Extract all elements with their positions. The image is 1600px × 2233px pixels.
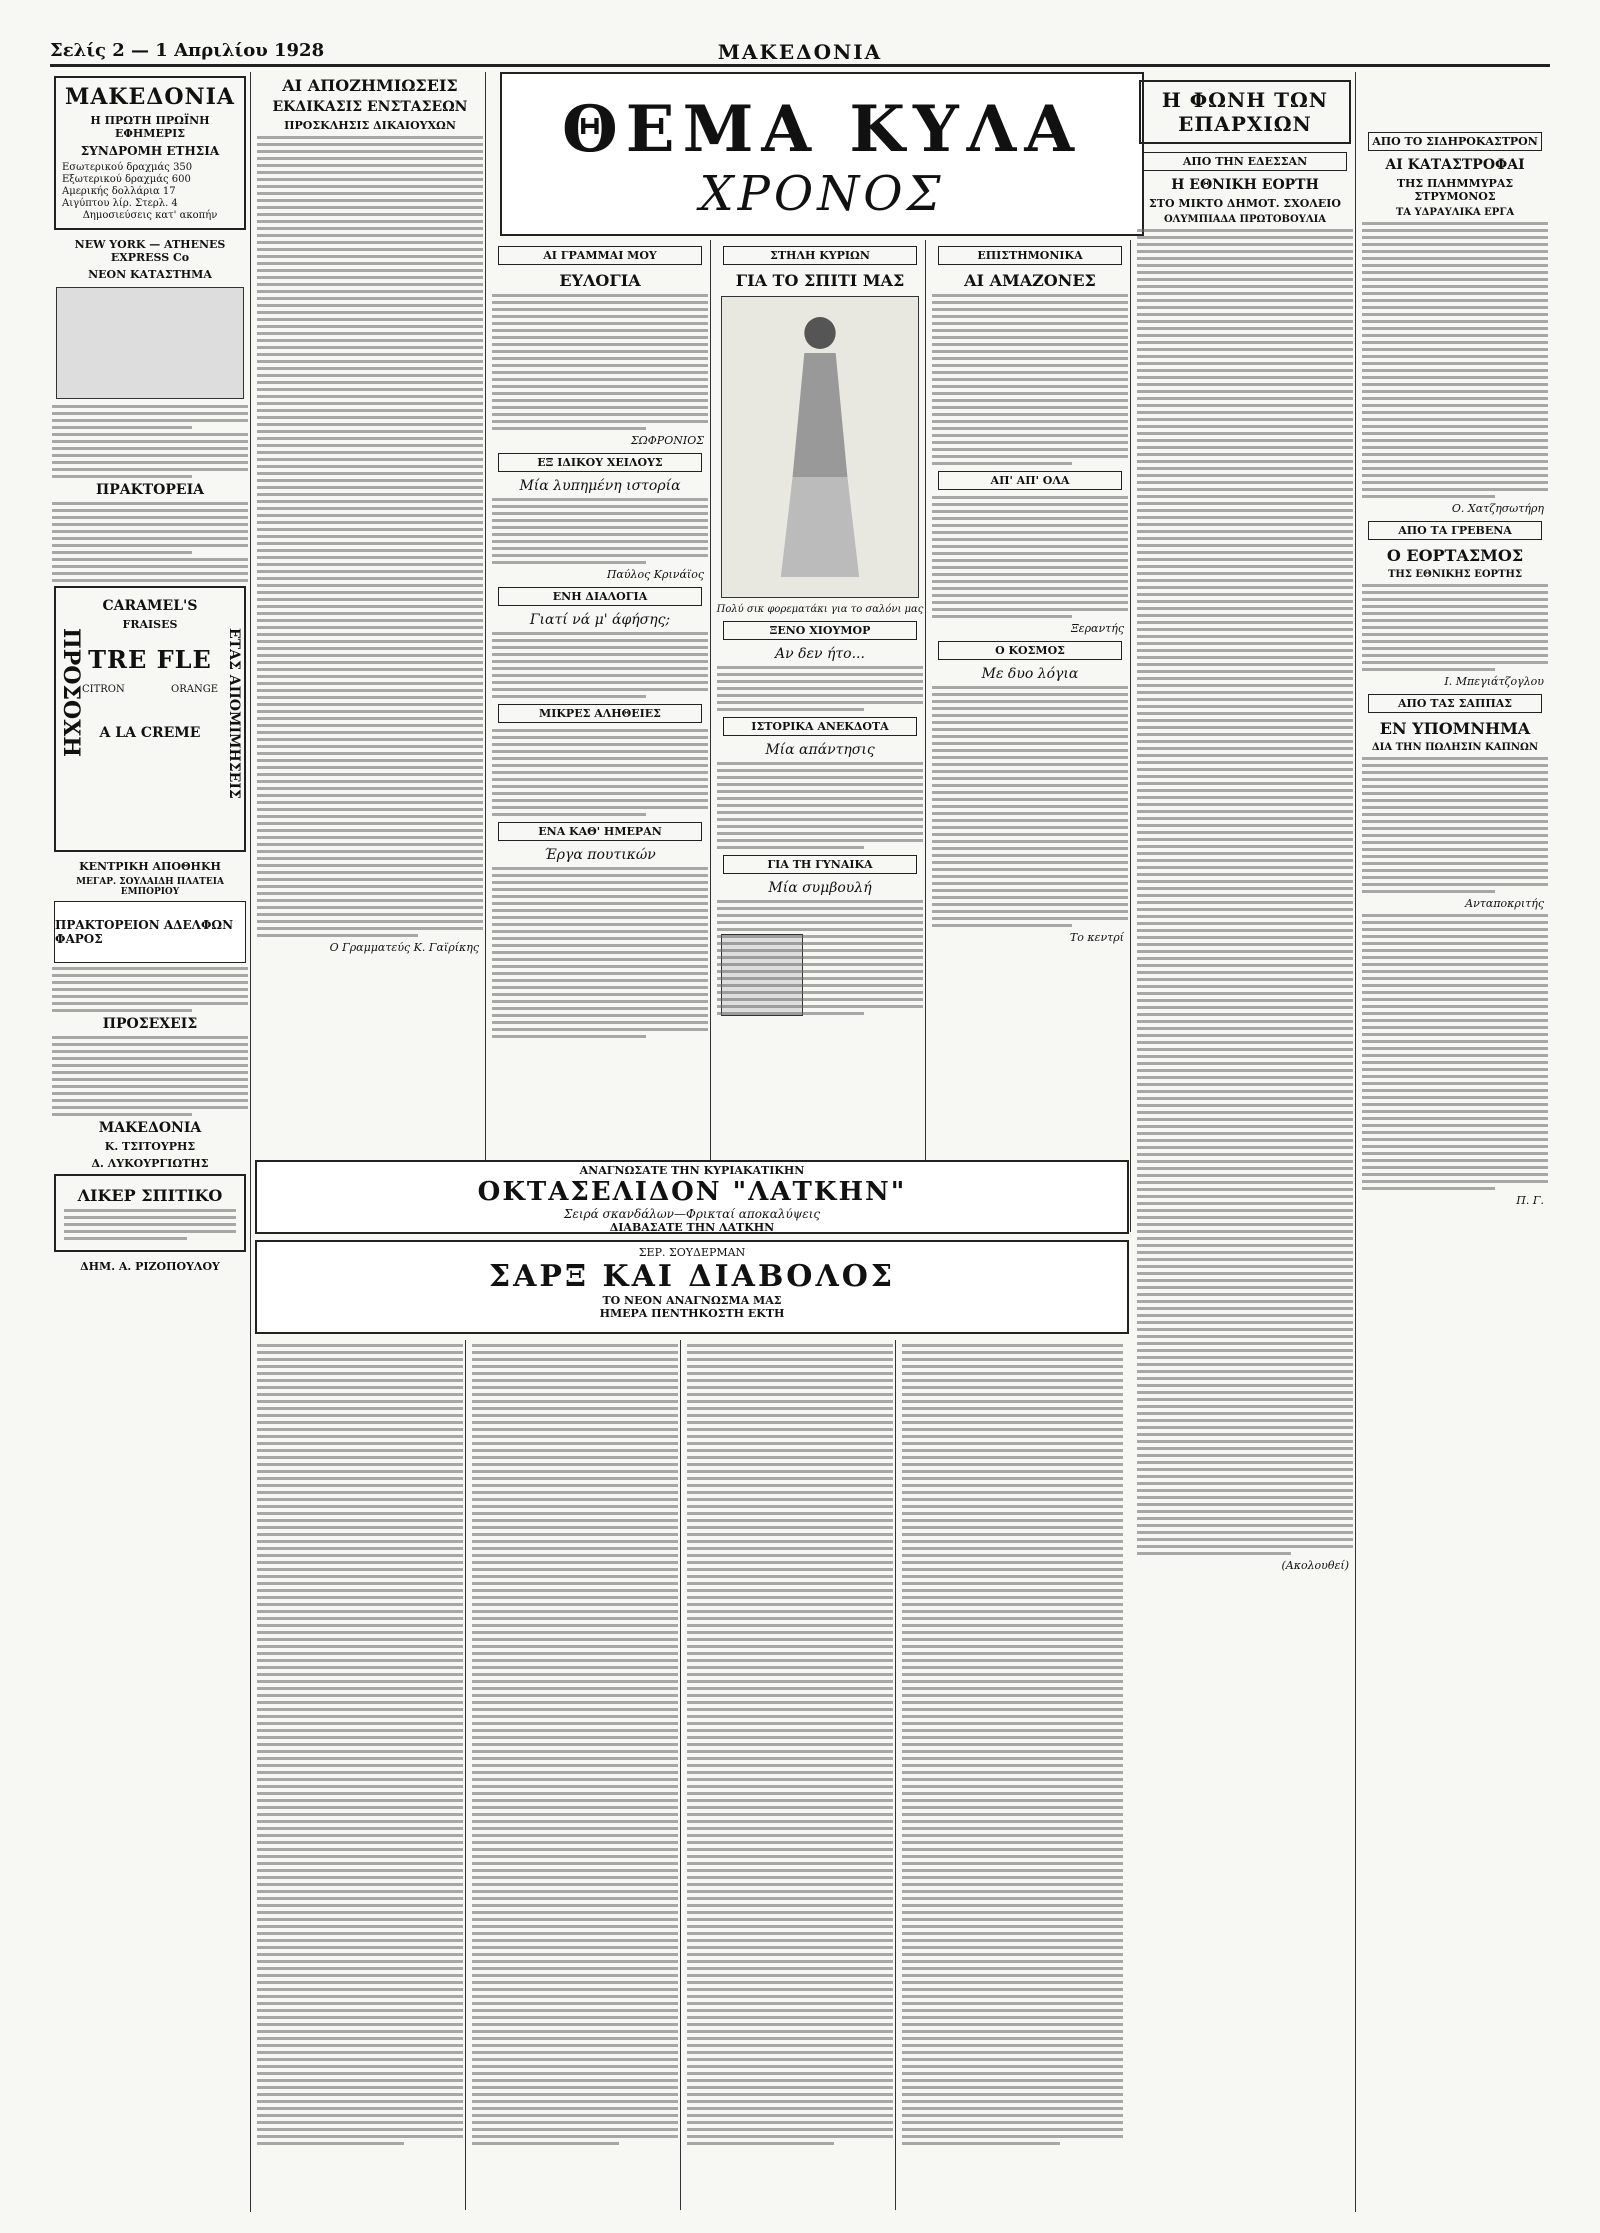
memorandum-title: ΕΝ ΥΠΟΜΝΗΜΑ: [1379, 719, 1531, 738]
central-warehouse-sub: ΜΕΓΑΡ. ΣΟΥΛΑΙΔΗ ΠΛΑΤΕΙΑ ΕΜΠΟΡΙΟΥ: [76, 877, 224, 897]
banner-title: ΘΕΜΑ ΚΥΛΑ: [562, 92, 1082, 167]
compensation-text: [255, 136, 485, 937]
compensation-subtitle-2: ΠΡΟΣΚΛΗΣΙΣ ΔΙΚΑΙΟΥΧΩΝ: [284, 119, 456, 132]
compensation-subtitle: ΕΚΔΙΚΑΣΙΣ ΕΝΣΤΑΣΕΩΝ: [272, 99, 468, 115]
celebration-title: Ο ΕΟΡΤΑΣΜΟΣ: [1386, 546, 1524, 565]
woman-portrait: [721, 934, 803, 1016]
sub-line-1: Εσωτερικού δραχμάς 350: [62, 162, 193, 173]
subscription-heading: ΣΥΝΔΡΟΜΗ ΕΤΗΣΙΑ: [80, 144, 220, 158]
lips-section: ΕΞ ΙΔΙΚΟΥ ΧΕΙΛΟΥΣ: [498, 453, 702, 472]
eulogy-title: ΕΥΛΟΓΙΑ: [559, 271, 641, 290]
why-leave-title: Γιατί νά μ' άφήσης;: [529, 612, 671, 628]
continued-note: (Ακολουθεί): [1281, 1559, 1349, 1572]
sub-line-4: Αιγύπτου λίρ. Στερλ. 4: [62, 198, 178, 209]
sad-story-title: Μία λυπημένη ιστορία: [519, 478, 681, 494]
from-all-section: ΑΠ' ΑΠ' ΟΛΑ: [938, 471, 1122, 490]
compensation-signature: Ο Γραμματεύς Κ. Γαϊρίκης: [329, 941, 479, 954]
compensation-title: ΑΙ ΑΠΟΖΗΜΙΩΣΕΙΣ: [282, 76, 458, 95]
express-text: [50, 405, 250, 478]
agencies-heading: ΠΡΑΚΤΟΡΕΙΑ: [95, 482, 204, 498]
provinces-title-box: [1139, 80, 1351, 144]
subscription-box: [54, 76, 246, 230]
sidirokastro-section: ΑΠΟ ΤΟ ΣΙΔΗΡΟΚΑΣΤΡΟΝ: [1368, 132, 1542, 151]
daily-section: ΕΝΑ ΚΑΘ' ΗΜΕΡΑΝ: [498, 822, 702, 841]
amazons-title: ΑΙ ΑΜΑΖΟΝΕΣ: [964, 271, 1096, 290]
orange-label: ORANGE: [171, 684, 218, 695]
serial-subtitle: ΤΟ ΝΕΟΝ ΑΝΑΓΝΩΣΜΑ ΜΑΣ: [602, 1294, 782, 1307]
final-signature: Π. Γ.: [1516, 1194, 1544, 1207]
stas-vertical: ΕΤΑΣ ΑΠΟΜΙΜΗΣΕΙΣ: [226, 628, 242, 799]
banner-subtitle: ΧΡΟΝΟΣ: [699, 166, 945, 222]
national-feast-subtitle: ΤΗΣ ΕΘΝΙΚΗΣ ΕΟΡΤΗΣ: [1387, 569, 1523, 580]
historical-section: ΙΣΤΟΡΙΚΑ ΑΝΕΚΔΟΤΑ: [723, 717, 917, 736]
serial-col-4: [900, 1340, 1125, 2210]
latkh-line-4: ΔΙΑΒΑΣΑΤΕ ΤΗΝ ΛΑΤΚΗΝ: [609, 1221, 775, 1234]
subscription-footer: Δημοσιεύσεις κατ' ακοπήν: [82, 210, 218, 221]
express-heading: NEW YORK — ATHENES EXPRESS Co: [74, 238, 226, 264]
letters-section: ΑΙ ΓΡΑΜΜΑΙ ΜΟΥ: [498, 246, 702, 265]
column-ads: [50, 72, 251, 2212]
promo-subtitle: Η ΠΡΩΤΗ ΠΡΩΪΝΗ ΕΦΗΜΕΡΙΣ: [90, 114, 210, 140]
decorative-banner: [500, 72, 1144, 236]
column-compensations: [255, 72, 486, 1232]
masthead-date: Σελίς 2 — 1 Απριλίου 1928: [50, 40, 325, 61]
latkh-line-2: ΟΚΤΑΣΕΛΙΔΟΝ "ΛΑΤΚΗΝ": [477, 1177, 907, 1207]
two-words-title: Με δυο λόγια: [981, 666, 1079, 682]
citron-label: CITRON: [82, 684, 125, 695]
liker-ad: [54, 1174, 246, 1252]
serial-heading: [255, 1240, 1129, 1334]
home-title: ΓΙΑ ΤΟ ΣΠΙΤΙ ΜΑΣ: [735, 271, 905, 290]
advice-title: Μία συμβουλή: [768, 880, 872, 896]
national-feast-title: Η ΕΘΝΙΚΗ ΕΟΡΤΗ: [1171, 177, 1319, 193]
column-provinces: [1135, 72, 1356, 2212]
liker-title: ΛΙΚΕΡ ΣΠΙΤΙΚΟ: [77, 1186, 223, 1205]
pharos-logo: ΠΡΑΚΤΟΡΕΙΟΝ ΑΔΕΛΦΩΝ ΦΑΡΟΣ: [54, 901, 246, 963]
central-warehouse: ΚΕΝΤΡΙΚΗ ΑΠΟΘΗΚΗ: [79, 860, 221, 873]
hydraulic-subtitle: ΤΑ ΥΔΡΑΥΛΙΚΑ ΕΡΓΑ: [1395, 207, 1515, 218]
column-ladies: [715, 240, 926, 1232]
science-section: ΕΠΙΣΤΗΜΟΝΙΚΑ: [938, 246, 1122, 265]
grevena-section: ΑΠΟ ΤΑ ΓΡΕΒΕΝΑ: [1368, 521, 1542, 540]
express-subheading: ΝΕΟΝ ΚΑΤΑΣΤΗΜΑ: [88, 268, 212, 281]
serial-author: ΣΕΡ. ΣΟΥΔΕΡΜΑΝ: [638, 1246, 746, 1259]
agencies-text: [50, 502, 250, 582]
sad-story-signature: Παύλος Κρινάϊος: [606, 568, 704, 581]
prosexeis-text: [50, 1036, 250, 1116]
ladies-section: ΣΤΗΛΗ ΚΥΡΙΩΝ: [723, 246, 917, 265]
trefle-label: TRE FLE: [88, 645, 212, 674]
sub-line-3: Αμερικής δολλάρια 17: [62, 186, 176, 197]
serial-col-1: [255, 1340, 466, 2210]
director-name: Δ. ΛΥΚΟΥΡΓΙΩΤΗΣ: [91, 1157, 209, 1170]
masthead-title: ΜΑΚΕΔΟΝΙΑ: [717, 40, 883, 64]
dress-figure-icon: [722, 297, 918, 597]
works-title: Έργα πουτικών: [544, 847, 656, 863]
latkh-line-1: ΑΝΑΓΝΩΣΑΤΕ ΤΗΝ ΚΥΡΙΑΚΑΤΙΚΗΝ: [579, 1164, 805, 1177]
fashion-illustration: [721, 296, 919, 598]
disasters-title: ΑΙ ΚΑΤΑΣΤΡΟΦΑΙ: [1385, 157, 1525, 173]
latkh-ad: [255, 1160, 1129, 1234]
prosochi-vertical: ΠΡΟΣΟΧΗ: [58, 628, 84, 758]
creme-label: A LA CREME: [99, 725, 201, 741]
serial-col-3: [685, 1340, 896, 2210]
latkh-line-3: Σειρά σκανδάλων—Φρικταί αποκαλύψεις: [563, 1207, 821, 1221]
fashion-caption: Πολύ σικ φορεματάκι για το σαλόνι μας: [716, 604, 924, 615]
sub-line-2: Εξωτερικού δραχμάς 600: [62, 174, 191, 185]
two-words-signature: Το κεντρί: [1069, 931, 1124, 944]
world-section: Ο ΚΟΣΜΟΣ: [938, 641, 1122, 660]
serial-title: ΣΑΡΞ ΚΑΙ ΔΙΑΒΟΛΟΣ: [488, 1259, 896, 1294]
flood-subtitle: ΤΗΣ ΠΛΗΜΜΥΡΑΣ ΣΤΡΥΜΟΝΟΣ: [1396, 177, 1514, 203]
manager-name: Κ. ΤΣΙΤΟΥΡΗΣ: [104, 1140, 196, 1153]
woman-section: ΓΙΑ ΤΗ ΓΥΝΑΙΚΑ: [723, 855, 917, 874]
footer-ad: ΔΗΜ. Α. ΡΙΖΟΠΟΥΛΟΥ: [80, 1260, 220, 1273]
serial-col-2: [470, 1340, 681, 2210]
serial-day: ΗΜΕΡΑ ΠΕΝΤΗΚΟΣΤΗ ΕΚΤΗ: [599, 1307, 785, 1320]
tobacco-subtitle: ΔΙΑ ΤΗΝ ΠΩΛΗΣΙΝ ΚΑΠΝΩΝ: [1371, 742, 1539, 753]
school-subtitle: ΣΤΟ ΜΙΚΤΟ ΔΗΜΟΤ. ΣΧΟΛΕΙΟ: [1149, 197, 1341, 210]
promo-title: ΜΑΚΕΔΟΝΙΑ: [64, 84, 235, 110]
provinces-title: Η ΦΩΝΗ ΤΩΝ ΕΠΑΡΧΙΩΝ: [1161, 88, 1329, 136]
fraises-label: FRAISES: [122, 618, 178, 631]
if-not-title: Αν δεν ήτο...: [775, 646, 865, 662]
sappes-section: ΑΠΟ ΤΑΣ ΣΑΠΠΑΣ: [1368, 694, 1542, 713]
dialogue-section: ΕΝΗ ΔΙΑΛΟΓΙΑ: [498, 587, 702, 606]
pharos-text: [50, 967, 250, 1012]
makedonia-small: ΜΑΚΕΔΟΝΙΑ: [98, 1120, 202, 1136]
edessa-section: ΑΠΟ ΤΗΝ ΕΔΕΣΣΑΝ: [1143, 152, 1347, 171]
column-science: [930, 240, 1131, 1232]
foreign-humor-section: ΞΕΝΟ ΧΙΟΥΜΟΡ: [723, 621, 917, 640]
small-truths-section: ΜΙΚΡΕΣ ΑΛΗΘΕΙΕΣ: [498, 704, 702, 723]
column-letters: [490, 240, 711, 1232]
caramel-ad: [54, 586, 246, 852]
prosexeis-heading: ΠΡΟΣΕΧΕΙΣ: [102, 1016, 198, 1032]
from-all-signature: Ξεραντής: [1070, 622, 1124, 635]
olympiad-subtitle: ΟΛΥΜΠΙΑΔΑ ΠΡΩΤΟΒΟΥΛΙΑ: [1163, 214, 1327, 225]
sappes-signature: Ανταποκριτής: [1465, 897, 1544, 910]
grevena-signature: Ι. Μπεγιάτζογλου: [1444, 675, 1544, 688]
answer-title: Μία απάντησις: [765, 742, 875, 758]
sidirokastro-signature: Ο. Χατζησωτήρη: [1451, 502, 1544, 515]
eulogy-signature: ΣΩΦΡΟΝΙΟΣ: [630, 434, 704, 447]
column-sidirokastro: [1360, 72, 1550, 2212]
masthead: [50, 40, 1550, 67]
caramel-title: CARAMEL'S: [102, 598, 198, 614]
flag-illustration: [56, 287, 244, 399]
